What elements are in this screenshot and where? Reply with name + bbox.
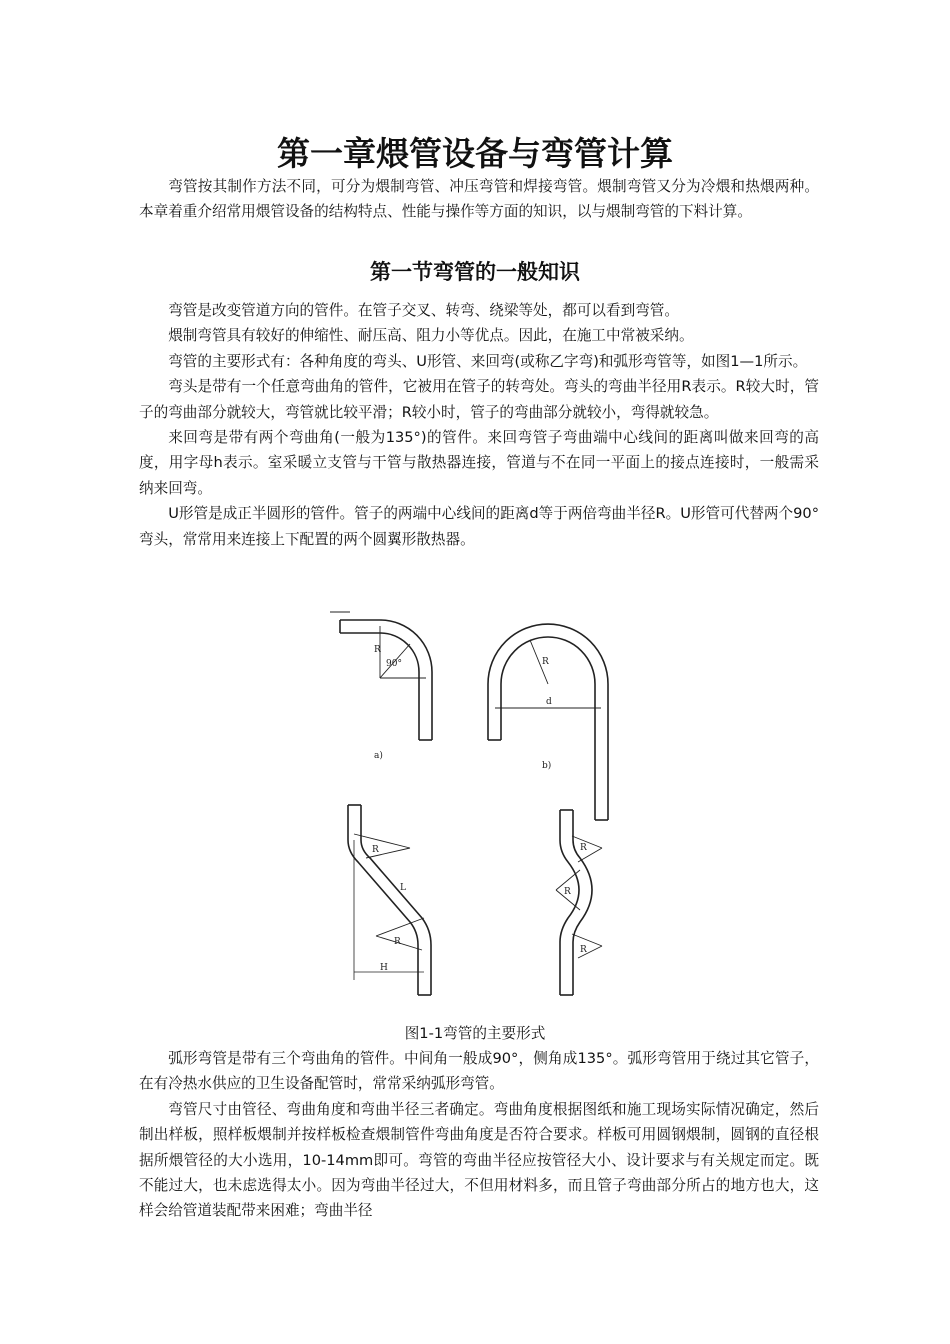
u-pipe-diagram [488, 624, 608, 820]
chapter-title: 第一章煨管设备与弯管计算 [277, 134, 673, 173]
u-radius-label: R [542, 657, 549, 667]
arc-bend-diagram [556, 810, 602, 995]
paragraph: 煨制弯管具有较好的伸缩性、耐压高、阻力小等优点。因此，在施工中常被采纳。 [168, 327, 694, 345]
paragraph: 弯管尺寸由管径、弯曲角度和弯曲半径三者确定。弯曲角度根据图纸和施工现场实际情况确定，然后制出样板，照样板煨制并按样板检查煨制管件弯曲角度是否符合要求。样板可用圆钢煨制，圆钢的直径根据所煨管径的大小选用，10-14mm即可。弯管的弯曲半径应按管径大小、设计要求与有关规定而定。既不能过大，也未虑选得太小。因为弯曲半径过大，不但用材料多，而且管子弯曲部分所占的地方也大，这样会给管道装配带来困难；弯曲半径 [139, 1100, 819, 1220]
offset-bend-diagram [348, 805, 431, 995]
label-a: a) [374, 751, 383, 761]
offset-height-label: H [380, 963, 388, 973]
offset-length-label: L [400, 883, 406, 893]
paragraph: 弯管的主要形式有：各种角度的弯头、U形管、来回弯(或称乙字弯)和弧形弯管等，如图1—1所示。 [168, 352, 808, 370]
elbow-diagram [330, 612, 432, 761]
intro-paragraph: 弯管按其制作方法不同，可分为煨制弯管、冲压弯管和焊接弯管。煨制弯管又分为冷煨和热煨两种。本章着重介绍常用煨管设备的结构特点、性能与操作等方面的知识，以与煨制弯管的下料计算。 [139, 178, 819, 221]
arc-radius-label-2: R [564, 887, 571, 897]
paragraph: 来回弯是带有两个弯曲角(一般为135°)的管件。来回弯管子弯曲端中心线间的距离叫做来回弯的高度，用字母h表示。室采暖立支管与干管与散热器连接，管道与不在同一平面上的接点连接时，一般需采纳来回弯。 [139, 429, 819, 497]
paragraph: U形管是成正半圆形的管件。管子的两端中心线间的距离d等于两倍弯曲半径R。U形管可代替两个90°弯头，常常用来连接上下配置的两个圆翼形散热器。 [139, 505, 819, 548]
label-b: b) [542, 761, 552, 771]
pipe-bend-figure [310, 600, 640, 1020]
elbow-angle-label: 90° [386, 659, 402, 669]
intro-block [139, 174, 819, 225]
body-block-1 [139, 298, 819, 552]
figure-caption: 图1-1弯管的主要形式 [404, 1025, 546, 1042]
u-distance-label: d [546, 697, 552, 707]
body-block-2 [139, 1046, 819, 1224]
paragraph: 弯管是改变管道方向的管件。在管子交叉、转弯、绕梁等处，都可以看到弯管。 [168, 302, 679, 319]
paragraph: 弧形弯管是带有三个弯曲角的管件。中间角一般成90°，侧角成135°。弧形弯管用于绕过其它管子，在有冷热水供应的卫生设备配管时，常常采纳弧形弯管。 [139, 1050, 819, 1093]
arc-radius-label-3: R [580, 945, 587, 955]
arc-radius-label-1: R [580, 843, 587, 853]
offset-radius-label: R [372, 845, 379, 855]
paragraph: 弯头是带有一个任意弯曲角的管件，它被用在管子的转弯处。弯头的弯曲半径用R表示。R较大时，管子的弯曲部分就较大，弯管就比较平滑；R较小时，管子的弯曲部分就较小，弯得就较急。 [139, 378, 819, 421]
section-title: 第一节弯管的一般知识 [370, 260, 580, 284]
offset-radius-label-2: R [394, 937, 401, 947]
elbow-radius-label: R [374, 645, 381, 655]
